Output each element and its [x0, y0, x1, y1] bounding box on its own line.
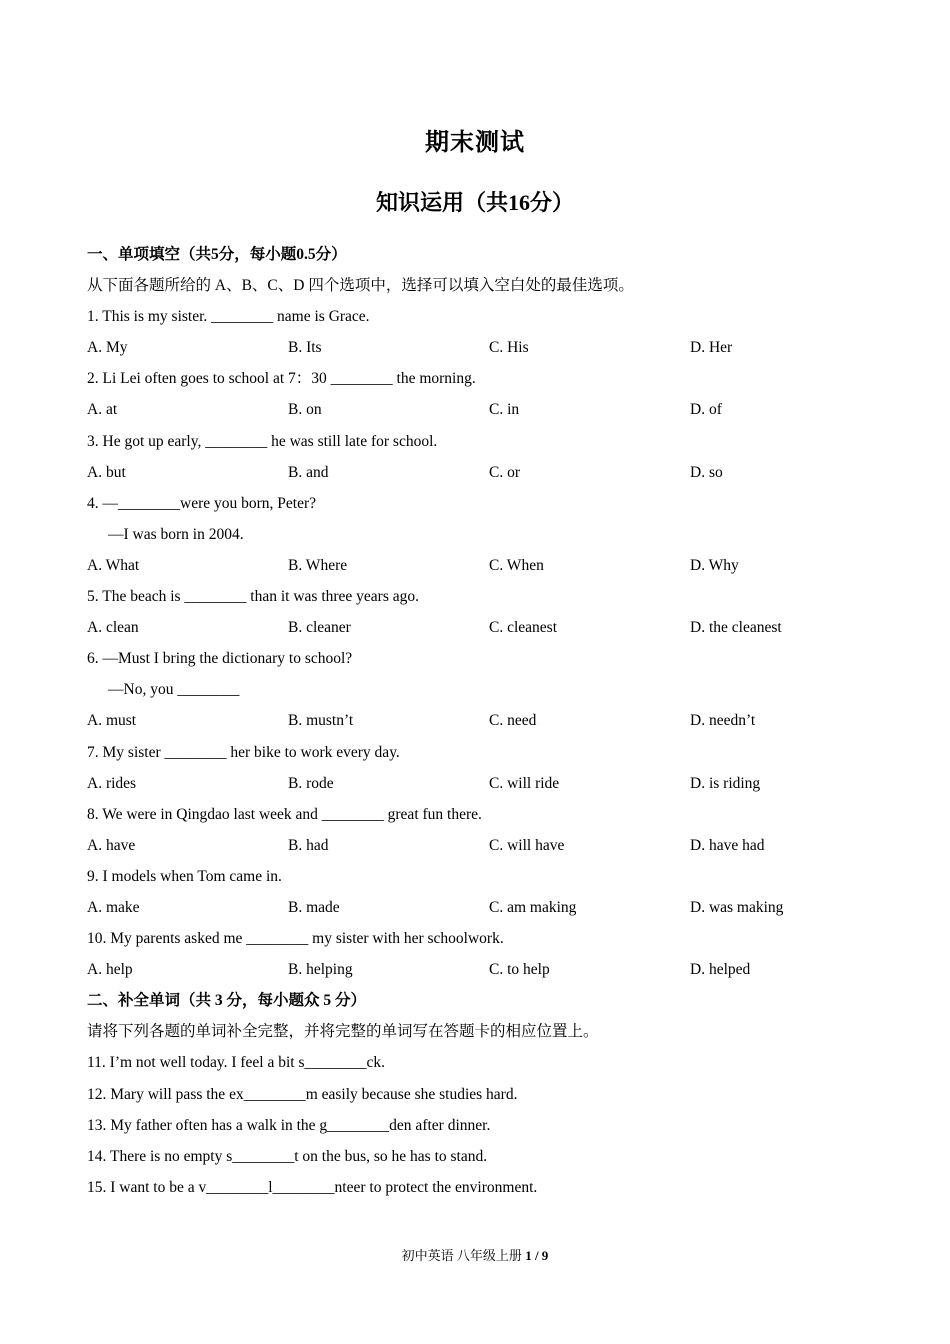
- option-d: D. is riding: [690, 774, 761, 792]
- option-b: B. on: [288, 401, 322, 419]
- question-options: [87, 896, 867, 927]
- fill-word-item: 13. My father often has a walk in the g________den after dinner.: [87, 1116, 491, 1134]
- option-b: B. helping: [288, 961, 353, 979]
- option-c: C. am making: [489, 898, 577, 916]
- option-b: B. Its: [288, 339, 322, 357]
- question-stem: 3. He got up early, ________ he was still late for school.: [87, 432, 438, 450]
- question-stem-reply: —I was born in 2004.: [108, 525, 244, 543]
- question-stem-reply: —No, you ________: [108, 681, 240, 699]
- question-stem: 10. My parents asked me ________ my sister with her schoolwork.: [87, 930, 504, 948]
- option-d: D. have had: [690, 836, 765, 854]
- fill-word-item: 15. I want to be a v________l________nteer to protect the environment.: [87, 1178, 538, 1196]
- option-c: C. need: [489, 712, 537, 730]
- option-c: C. or: [489, 463, 520, 481]
- option-c: C. His: [489, 339, 529, 357]
- question-stem: 8. We were in Qingdao last week and ________ great fun there.: [87, 805, 482, 823]
- page-title: 期末测试: [425, 130, 525, 156]
- question-options: [87, 398, 867, 429]
- option-c: C. in: [489, 401, 520, 419]
- question-options: [87, 834, 867, 865]
- page-footer: [0, 1245, 950, 1264]
- option-a: A. must: [87, 712, 137, 730]
- page-number: 1 / 9: [525, 1248, 549, 1263]
- option-a: A. at: [87, 401, 118, 419]
- question-stem: 1. This is my sister. ________ name is Grace.: [87, 308, 370, 326]
- option-a: A. help: [87, 961, 133, 979]
- option-b: B. made: [288, 898, 340, 916]
- option-a: A. My: [87, 339, 128, 357]
- option-a: A. What: [87, 556, 140, 574]
- question-stem: 9. I models when Tom came in.: [87, 867, 282, 885]
- option-c: C. to help: [489, 961, 550, 979]
- exam-content: [87, 243, 867, 1207]
- option-a: A. make: [87, 898, 140, 916]
- fill-word-item: 12. Mary will pass the ex________m easily because she studies hard.: [87, 1085, 518, 1103]
- option-b: B. and: [288, 463, 329, 481]
- footer-text: 初中英语 八年级上册: [401, 1248, 526, 1263]
- option-b: B. cleaner: [288, 619, 351, 637]
- option-c: C. will have: [489, 836, 565, 854]
- option-d: D. so: [690, 463, 723, 481]
- option-b: B. rode: [288, 774, 334, 792]
- question-stem: 7. My sister ________ her bike to work every day.: [87, 743, 400, 761]
- question-stem: 6. —Must I bring the dictionary to school?: [87, 650, 353, 668]
- option-b: B. had: [288, 836, 329, 854]
- fill-word-item: 14. There is no empty s________t on the bus, so he has to stand.: [87, 1147, 488, 1165]
- question-stem: 4. —________were you born, Peter?: [87, 494, 317, 512]
- option-d: D. helped: [690, 961, 751, 979]
- option-a: A. rides: [87, 774, 137, 792]
- question-options: [87, 709, 867, 740]
- option-b: B. Where: [288, 556, 348, 574]
- option-d: D. was making: [690, 898, 784, 916]
- section1-instruction: 从下面各题所给的 A、B、C、D 四个选项中，选择可以填入空白处的最佳选项。: [87, 277, 634, 295]
- page-subtitle: 知识运用（共16分）: [375, 190, 574, 215]
- option-a: A. clean: [87, 619, 139, 637]
- option-c: C. will ride: [489, 774, 560, 792]
- question-options: [87, 958, 867, 989]
- option-a: A. have: [87, 836, 136, 854]
- option-c: C. cleanest: [489, 619, 558, 637]
- option-d: D. Her: [690, 339, 733, 357]
- question-stem: 2. Li Lei often goes to school at 7：30 ________ the morning.: [87, 370, 476, 388]
- option-a: A. but: [87, 463, 126, 481]
- question-stem: 5. The beach is ________ than it was three years ago.: [87, 588, 420, 606]
- question-options: [87, 461, 867, 492]
- question-options: [87, 554, 867, 585]
- fill-word-item: 11. I’m not well today. I feel a bit s________ck.: [87, 1054, 386, 1072]
- question-options: [87, 616, 867, 647]
- question-options: [87, 336, 867, 367]
- section2-instruction: 请将下列各题的单词补全完整，并将完整的单词写在答题卡的相应位置上。: [87, 1023, 599, 1041]
- option-d: D. of: [690, 401, 722, 419]
- section1-heading: 一、单项填空（共5分，每小题0.5分）: [87, 246, 347, 263]
- option-c: C. When: [489, 556, 544, 574]
- option-b: B. mustn’t: [288, 712, 354, 730]
- section2-heading: 二、补全单词（共 3 分，每小题众 5 分）: [87, 992, 367, 1010]
- option-d: D. Why: [690, 556, 739, 574]
- option-d: D. the cleanest: [690, 619, 782, 637]
- question-options: [87, 772, 867, 803]
- option-d: D. needn’t: [690, 712, 756, 730]
